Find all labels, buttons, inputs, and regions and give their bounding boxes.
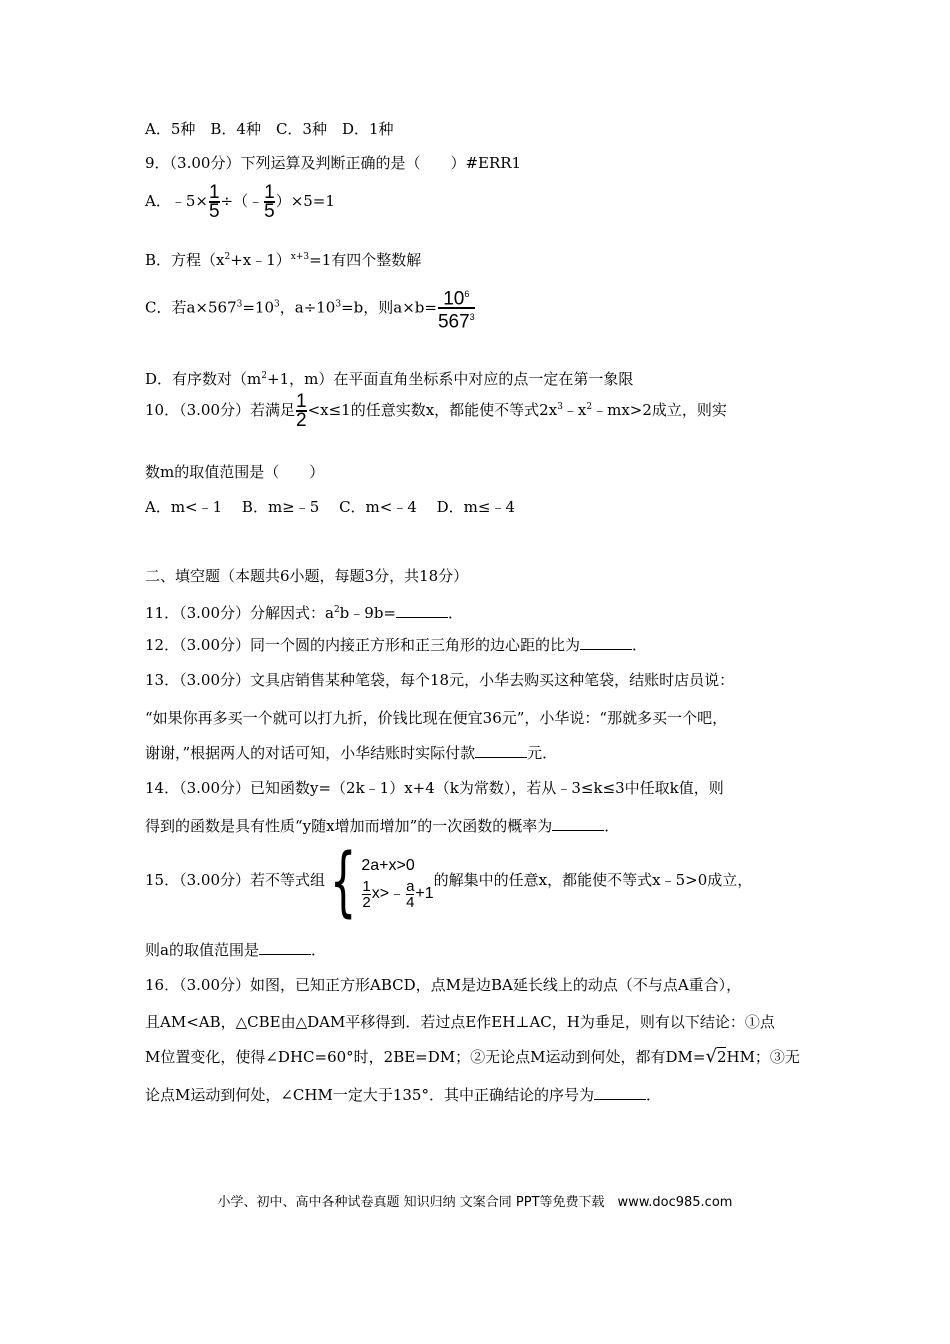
- answer-blank: [396, 603, 448, 618]
- section-title: 二、填空题（本题共6小题，每题3分，共18分）: [145, 567, 469, 585]
- q13-line2: “如果你再多买一个就可以打九折，价钱比现在便宜36元”，小华说：“那就多买一个吧，: [145, 709, 728, 727]
- q9-option-a: A．﹣5× $\frac{1}{5}$ ÷（﹣ $\frac{1}{5}$ ）×5=1: [145, 182, 335, 222]
- q14-line2: 得到的函数是具有性质“y随x增加而增加”的一次函数的概率为 ．: [145, 817, 620, 835]
- q9-option-d: D．有序数对（$m^2+1$，m）在平面直角坐标系中对应的点一定在第一象限: [145, 370, 634, 388]
- fraction: $\frac{a}{4}$: [406, 877, 415, 911]
- answer-blank: [475, 743, 527, 758]
- answer-blank: [594, 1085, 646, 1100]
- q16-line2: 且AM<AB，△CBE由△DAM平移得到．若过点E作EH⊥AC，H为垂足，则有以下结论：①点: [145, 1013, 775, 1031]
- q12: 12．（3.00分）同一个圆的内接正方形和正三角形的边心距的比为 ．: [145, 636, 648, 654]
- q9-option-b: B．方程$(x^2+x﹣1)^{x+3}=1$有四个整数解: [145, 251, 422, 269]
- q10-line1: 10．（3.00分）若满足 $\frac{1}{2}$ <x≤1的任意实数x，都能使不等式$2x^3﹣x^2﹣mx>2$成立，则实: [145, 391, 727, 431]
- q9-stem: 9．（3.00分）下列运算及判断正确的是（ ）#ERR1: [145, 154, 522, 172]
- brace-symbol: {: [329, 836, 357, 925]
- fraction: $\frac{1}{5}$: [264, 182, 275, 222]
- page-footer: 小学、初中、高中各种试卷真题 知识归纳 文案合同 PPT等免费下载 www.doc985.com: [217, 1195, 733, 1210]
- q8-options: A．5种 B．4种 C．3种 D．1种: [145, 120, 394, 138]
- fraction: $\frac{1}{2}$: [296, 391, 307, 431]
- q10-line2: 数m的取值范围是（ ）: [145, 463, 325, 481]
- q16-line4: 论点M运动到何处，∠CHM一定大于135°．其中正确结论的序号为 ．: [145, 1086, 661, 1104]
- answer-blank: [552, 816, 604, 831]
- fraction: $\frac{10^6}{567^3}$: [437, 288, 475, 333]
- q15-line1: 15．（3.00分）若不等式组 { 2a+x>0 $\frac{1}{2}$ x>﹣ $\frac{a}{4}$ +1 的解集中的任意x，都能使不等式x﹣5>0成立，: [145, 836, 753, 925]
- sqrt-symbol: √: [705, 1046, 717, 1067]
- q15-line2: 则a的取值范围是 ．: [145, 941, 326, 959]
- fraction: $\frac{1}{2}$: [362, 877, 371, 911]
- q16-line1: 16．（3.00分）如图，已知正方形ABCD，点M是边BA延长线上的动点（不与点A重合），: [145, 976, 742, 994]
- q13-line1: 13．（3.00分）文具店销售某种笔袋，每个18元，小华去购买这种笔袋，结账时店员说：: [145, 671, 735, 689]
- fraction: $\frac{1}{5}$: [208, 182, 220, 222]
- q13-line3: 谢谢，”根据两人的对话可知，小华结账时实际付款 元．: [145, 744, 558, 762]
- q11: 11．（3.00分）分解因式：$a^2b﹣9b=$ ．: [145, 604, 464, 622]
- q14-line1: 14．（3.00分）已知函数y=（2k﹣1）x+4（k为常数），若从﹣3≤k≤3中任取k值，则: [145, 779, 724, 797]
- answer-blank: [580, 635, 632, 650]
- q16-line3: M位置变化，使得∠DHC=60°时，2BE=DM；②无论点M运动到何处，都有DM=√2HM；③无: [145, 1046, 800, 1067]
- q10-options: A．m<﹣1 B．m≥﹣5 C．m<﹣4 D．m≤﹣4: [145, 498, 516, 516]
- q9-option-c: C．若$a\times 567^3=10^3$，$a\div 10^3=b$，则a×b= $\frac{10^6}{567^3}$: [145, 286, 476, 331]
- inequality-system: { 2a+x>0 $\frac{1}{2}$ x>﹣ $\frac{a}{4}$ +1: [329, 836, 434, 925]
- answer-blank: [259, 940, 311, 955]
